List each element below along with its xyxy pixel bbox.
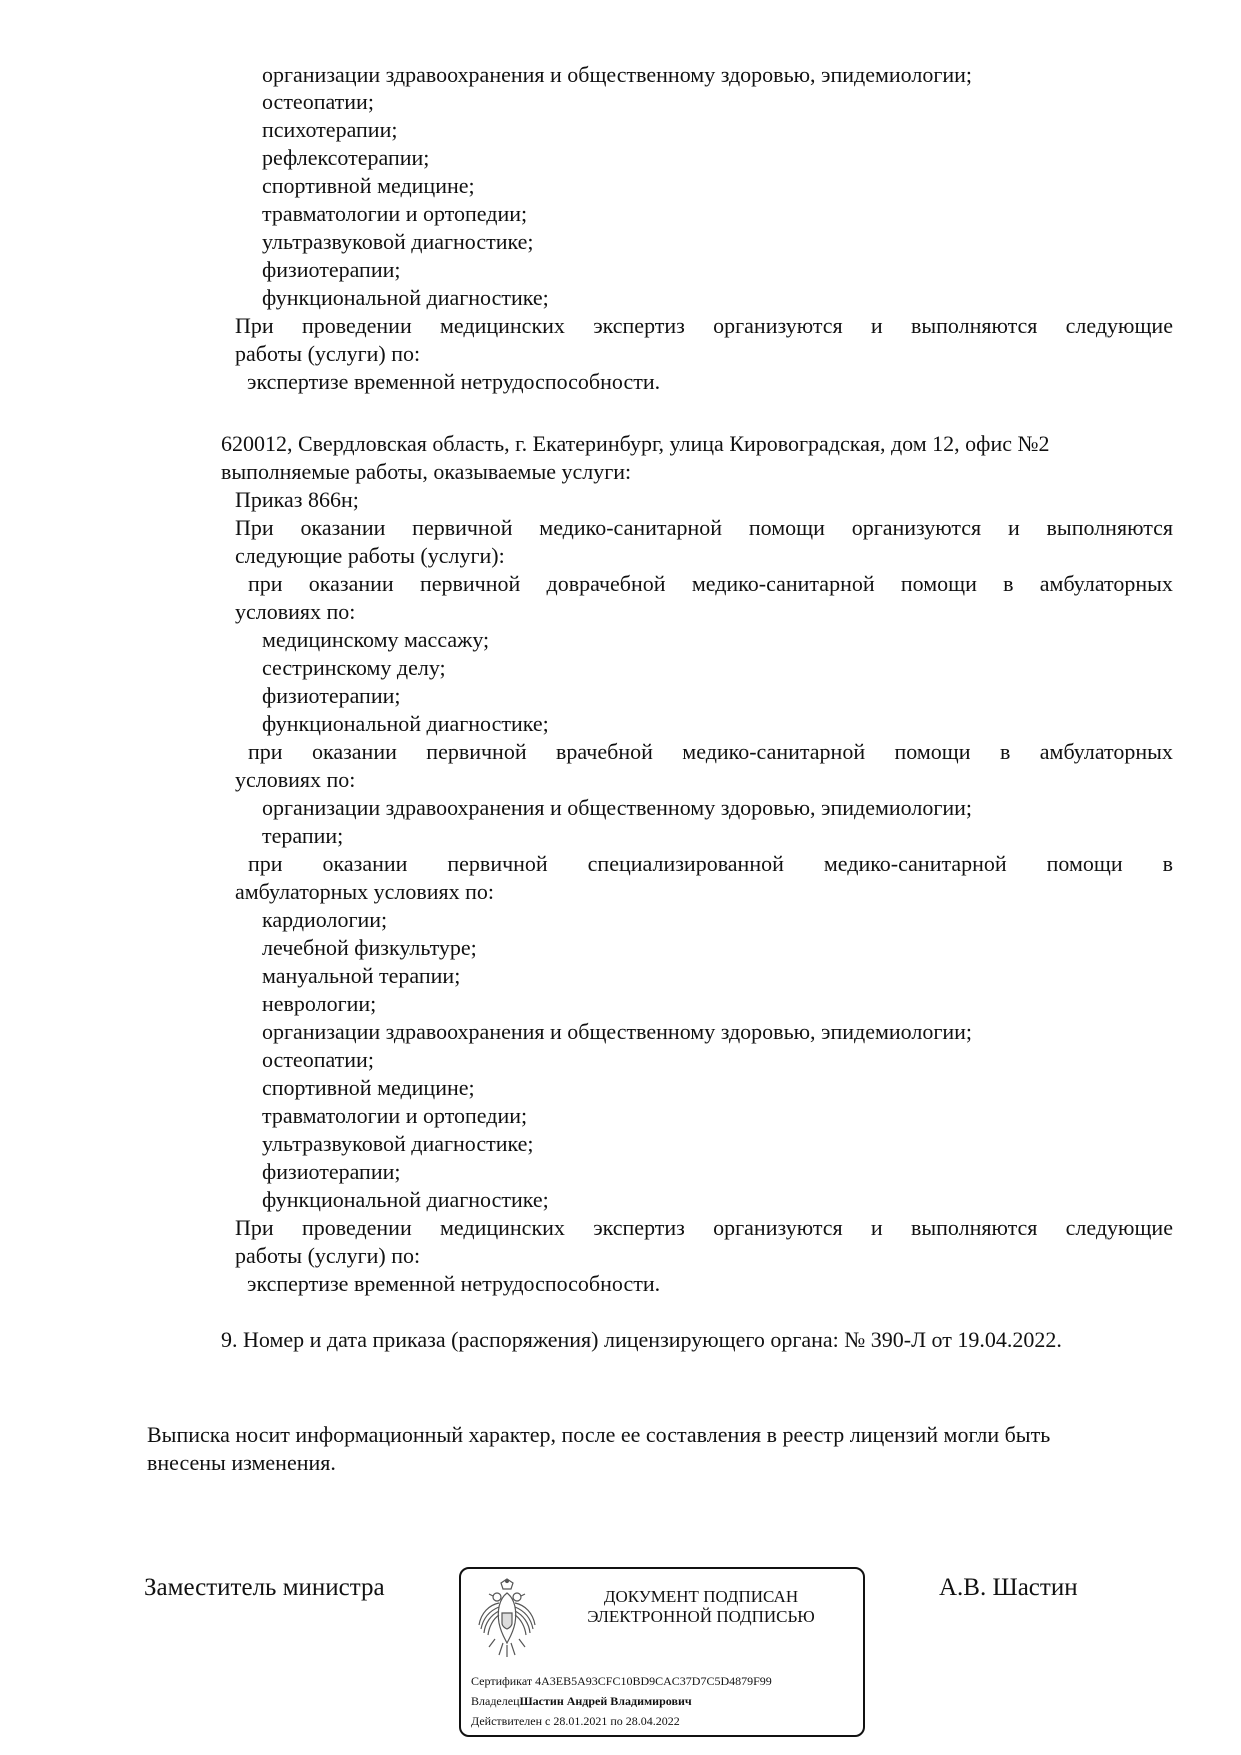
word: выполняются: [910, 313, 1038, 338]
address-subline: выполняемые работы, оказываемые услуги:: [221, 459, 632, 484]
word: и: [1007, 515, 1020, 540]
word: при: [248, 739, 283, 764]
disclaimer-line: Выписка носит информационный характер, после ее составления в реестр лицензий могли быть: [147, 1422, 1051, 1447]
word: помощи: [1046, 851, 1123, 876]
list-item: травматологии и ортопедии;: [262, 201, 528, 226]
validity-line: Действителен с 28.01.2021 по 28.04.2022: [471, 1714, 680, 1728]
vrach-heading-cont: условиях по:: [235, 767, 356, 792]
word: медицинских: [440, 313, 565, 338]
expertise-intro-cont: работы (услуги) по:: [235, 341, 421, 366]
certificate-value: 4A3EB5A93CFC10BD9CAC37D7C5D4879F99: [535, 1674, 772, 1688]
list-item: неврологии;: [262, 991, 377, 1016]
word: и: [870, 1215, 883, 1240]
prevrach-heading-cont: условиях по:: [235, 599, 356, 624]
word: организуются: [713, 313, 843, 338]
word: медико-санитарной: [682, 739, 866, 764]
address-line: 620012, Свердловская область, г. Екатеринбург, улица Кировоградская, дом 12, офис №2: [221, 431, 1050, 456]
list-item: функциональной диагностике;: [262, 711, 549, 736]
word: и: [870, 313, 883, 338]
list-item: функциональной диагностике;: [262, 1187, 549, 1212]
list-item: организации здравоохранения и общественному здоровью, эпидемиологии;: [262, 62, 973, 87]
certificate-line: [471, 1673, 772, 1689]
signatory-name: А.В. Шастин: [939, 1574, 1078, 1601]
primary-care-intro-cont: следующие работы (услуги):: [235, 543, 505, 568]
word: экспертиз: [593, 1215, 685, 1240]
list-item: функциональной диагностике;: [262, 285, 549, 310]
word: доврачебной: [546, 571, 666, 596]
list-item: рефлексотерапии;: [262, 145, 430, 170]
list-item: травматологии и ортопедии;: [262, 1103, 528, 1128]
list-item: остеопатии;: [262, 89, 374, 114]
expertise-intro-cont: работы (услуги) по:: [235, 1243, 421, 1268]
word: помощи: [748, 515, 825, 540]
word: оказании: [311, 739, 397, 764]
list-item: мануальной терапии;: [262, 963, 461, 988]
list-item: ультразвуковой диагностике;: [262, 1131, 534, 1156]
vrach-heading: [248, 739, 1173, 765]
list-item: медицинскому массажу;: [262, 627, 490, 652]
list-item: сестринскому делу;: [262, 655, 446, 680]
certificate-label: Сертификат: [471, 1674, 533, 1688]
list-item: экспертизе временной нетрудоспособности.: [247, 369, 661, 394]
word: медико-санитарной: [539, 515, 723, 540]
coat-of-arms-icon: [475, 1577, 539, 1661]
word: первичной: [447, 851, 548, 876]
word: следующие: [1065, 1215, 1173, 1240]
primary-care-intro: [235, 515, 1173, 541]
list-item: терапии;: [262, 823, 344, 848]
owner-line: [471, 1693, 692, 1709]
list-item: экспертизе временной нетрудоспособности.: [247, 1271, 661, 1296]
list-item: физиотерапии;: [262, 1159, 401, 1184]
word: оказании: [300, 515, 386, 540]
word: при: [248, 571, 283, 596]
signatory-position: Заместитель министра: [144, 1574, 385, 1601]
order-line: Приказ 866н;: [235, 487, 359, 512]
word: помощи: [894, 739, 971, 764]
owner-label: Владелец: [471, 1694, 520, 1708]
word: в: [1162, 851, 1173, 876]
word: амбулаторных: [1039, 739, 1173, 764]
word: следующие: [1065, 313, 1173, 338]
stamp-title-line: ЭЛЕКТРОННОЙ ПОДПИСЬЮ: [587, 1607, 815, 1626]
list-item: психотерапии;: [262, 117, 398, 142]
digital-signature-stamp: [459, 1567, 865, 1737]
list-item: организации здравоохранения и общественному здоровью, эпидемиологии;: [262, 795, 973, 820]
special-heading: [248, 851, 1173, 877]
word: первичной: [426, 739, 527, 764]
word: в: [1003, 571, 1014, 596]
stamp-title: [551, 1587, 851, 1627]
word: выполняются: [910, 1215, 1038, 1240]
word: помощи: [900, 571, 977, 596]
word: медико-санитарной: [691, 571, 875, 596]
word: проведении: [301, 313, 412, 338]
expertise-intro: [235, 313, 1173, 339]
word: при: [248, 851, 283, 876]
word: специализированной: [587, 851, 784, 876]
list-item: ультразвуковой диагностике;: [262, 229, 534, 254]
word: оказании: [322, 851, 408, 876]
word: оказании: [308, 571, 394, 596]
stamp-title-line: ДОКУМЕНТ ПОДПИСАН: [603, 1587, 799, 1606]
word: амбулаторных: [1039, 571, 1173, 596]
list-item: спортивной медицине;: [262, 173, 475, 198]
word: При: [235, 515, 274, 540]
word: в: [999, 739, 1011, 764]
disclaimer-line: внесены изменения.: [147, 1450, 336, 1475]
word: врачебной: [556, 739, 653, 764]
owner-value: Шастин Андрей Владимирович: [519, 1694, 692, 1708]
list-item: организации здравоохранения и общественному здоровью, эпидемиологии;: [262, 1019, 973, 1044]
list-item: остеопатии;: [262, 1047, 374, 1072]
word: первичной: [412, 515, 513, 540]
list-item: спортивной медицине;: [262, 1075, 475, 1100]
word: При: [235, 313, 274, 338]
prevrach-heading: [248, 571, 1173, 597]
word: выполняются: [1046, 515, 1173, 540]
word: медико-санитарной: [823, 851, 1007, 876]
word: организуются: [713, 1215, 843, 1240]
word: При: [235, 1215, 274, 1240]
list-item: физиотерапии;: [262, 683, 401, 708]
list-item: лечебной физкультуре;: [262, 935, 477, 960]
word: проведении: [301, 1215, 412, 1240]
order-number-line: 9. Номер и дата приказа (распоряжения) лицензирующего органа: № 390-Л от 19.04.2022.: [221, 1327, 1062, 1352]
list-item: физиотерапии;: [262, 257, 401, 282]
word: медицинских: [440, 1215, 565, 1240]
list-item: кардиологии;: [262, 907, 388, 932]
expertise-intro: [235, 1215, 1173, 1241]
word: экспертиз: [593, 313, 685, 338]
word: организуются: [851, 515, 982, 540]
special-heading-cont: амбулаторных условиях по:: [235, 879, 495, 904]
word: первичной: [419, 571, 521, 596]
